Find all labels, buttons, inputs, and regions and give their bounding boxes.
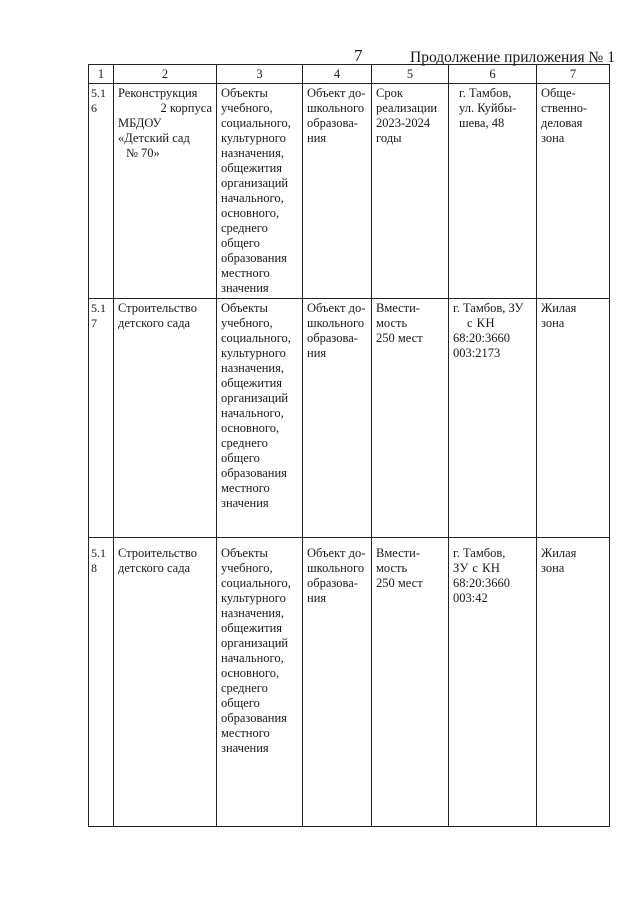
characteristics-line: мость [376,561,408,575]
object-name-line: Строительство [118,546,198,560]
zone-line: ственно- [541,101,588,115]
purpose-cell [217,299,303,538]
object-type-cell [303,84,372,299]
zone-cell [537,538,610,827]
continuation-caption: Продолжение приложения № 1 [410,49,615,66]
location-line: ЗУ с КН [453,561,501,575]
purpose-line: общего [221,451,260,465]
location-line: 68:20:3660 [453,331,510,345]
objects-table [88,64,610,827]
column-header: 5 [372,65,449,84]
location-cell [449,84,537,299]
purpose-line: начального, [221,191,284,205]
row-number: 5.16 [89,84,114,299]
zone-line: Жилая [541,546,577,560]
purpose-line: общежития [221,376,283,390]
purpose-line: образования [221,466,287,480]
object-name-cell [114,538,217,827]
object-type-line: школьного [307,316,365,330]
characteristics-line: Вмести- [376,546,420,560]
characteristics-line: 250 мест [376,576,423,590]
column-header: 3 [217,65,303,84]
location-cell [449,299,537,538]
purpose-line: значения [221,281,269,295]
object-type-line: ния [307,131,327,145]
object-type-line: образова- [307,116,358,130]
object-type-line: образова- [307,331,358,345]
purpose-line: общего [221,696,260,710]
characteristics-cell [372,84,449,299]
purpose-line: назначения, [221,361,285,375]
zone-line: Жилая [541,301,577,315]
zone-line: Обще- [541,86,576,100]
column-header: 6 [449,65,537,84]
purpose-line: образования [221,711,287,725]
purpose-line: организаций [221,176,289,190]
purpose-line: социального, [221,116,291,130]
characteristics-line: мость [376,316,408,330]
page-number: 7 [354,46,363,65]
column-header: 2 [114,65,217,84]
object-type-line: ния [307,346,327,360]
purpose-line: общежития [221,161,283,175]
zone-line: зона [541,131,565,145]
characteristics-line: реализации [376,101,438,115]
purpose-line: учебного, [221,316,273,330]
purpose-line: культурного [221,591,286,605]
purpose-line: начального, [221,651,284,665]
purpose-line: организаций [221,391,289,405]
object-type-cell [303,538,372,827]
table-row [89,538,610,827]
object-type-line: Объект до- [307,546,366,560]
object-name-line: МБДОУ [118,116,162,130]
table-header-row [89,65,610,84]
location-line: г. Тамбов, [459,86,512,100]
purpose-line: основного, [221,421,280,435]
purpose-line: местного [221,266,270,280]
characteristics-cell [372,299,449,538]
objects-table-wrapper [88,64,609,827]
location-line: 003:42 [453,591,488,605]
purpose-line: назначения, [221,146,285,160]
location-line: 003:2173 [453,346,501,360]
purpose-line: культурного [221,346,286,360]
characteristics-line: 2023-2024 [376,116,431,130]
table-row [89,299,610,538]
zone-line: деловая [541,116,583,130]
object-name-line: детского сада [118,561,191,575]
object-name-line: «Детский сад [118,131,190,145]
purpose-line: начального, [221,406,284,420]
purpose-cell [217,84,303,299]
column-header: 4 [303,65,372,84]
column-header: 1 [89,65,114,84]
object-name-line: Строительство [118,301,198,315]
location-cell [449,538,537,827]
object-type-line: школьного [307,101,365,115]
purpose-cell [217,538,303,827]
purpose-line: основного, [221,666,280,680]
column-header: 7 [537,65,610,84]
location-line: ул. Куйбы- [459,101,517,115]
purpose-line: учебного, [221,101,273,115]
location-line: г. Тамбов, ЗУ [453,301,524,315]
zone-cell [537,84,610,299]
object-type-line: Объект до- [307,86,366,100]
purpose-line: Объекты [221,546,268,560]
purpose-line: образования [221,251,287,265]
location-line: г. Тамбов, [453,546,506,560]
table-row [89,84,610,299]
purpose-line: среднего [221,221,268,235]
zone-line: зона [541,561,565,575]
row-number: 5.18 [89,538,114,827]
purpose-line: Объекты [221,301,268,315]
object-type-cell [303,299,372,538]
purpose-line: социального, [221,331,291,345]
purpose-line: социального, [221,576,291,590]
purpose-line: назначения, [221,606,285,620]
object-name-line: 2 корпуса [160,101,212,115]
row-number: 5.17 [89,299,114,538]
purpose-line: местного [221,481,270,495]
object-name-line: № 70» [126,146,160,160]
zone-cell [537,299,610,538]
object-name-cell [114,299,217,538]
purpose-line: Объекты [221,86,268,100]
object-name-cell [114,84,217,299]
characteristics-line: Вмести- [376,301,420,315]
object-type-line: образова- [307,576,358,590]
object-name-line: Реконструкция [118,86,198,100]
purpose-line: основного, [221,206,280,220]
object-type-line: Объект до- [307,301,366,315]
characteristics-line: 250 мест [376,331,423,345]
characteristics-line: Срок [376,86,403,100]
object-name-line: детского сада [118,316,191,330]
purpose-line: общежития [221,621,283,635]
purpose-line: культурного [221,131,286,145]
purpose-line: среднего [221,681,268,695]
purpose-line: значения [221,496,269,510]
location-line: с КН [467,316,496,330]
location-line: 68:20:3660 [453,576,510,590]
purpose-line: среднего [221,436,268,450]
object-type-line: школьного [307,561,365,575]
characteristics-line: годы [376,131,402,145]
purpose-line: учебного, [221,561,273,575]
location-line: шева, 48 [459,116,505,130]
purpose-line: организаций [221,636,289,650]
characteristics-cell [372,538,449,827]
zone-line: зона [541,316,565,330]
object-type-line: ния [307,591,327,605]
purpose-line: общего [221,236,260,250]
purpose-line: местного [221,726,270,740]
purpose-line: значения [221,741,269,755]
